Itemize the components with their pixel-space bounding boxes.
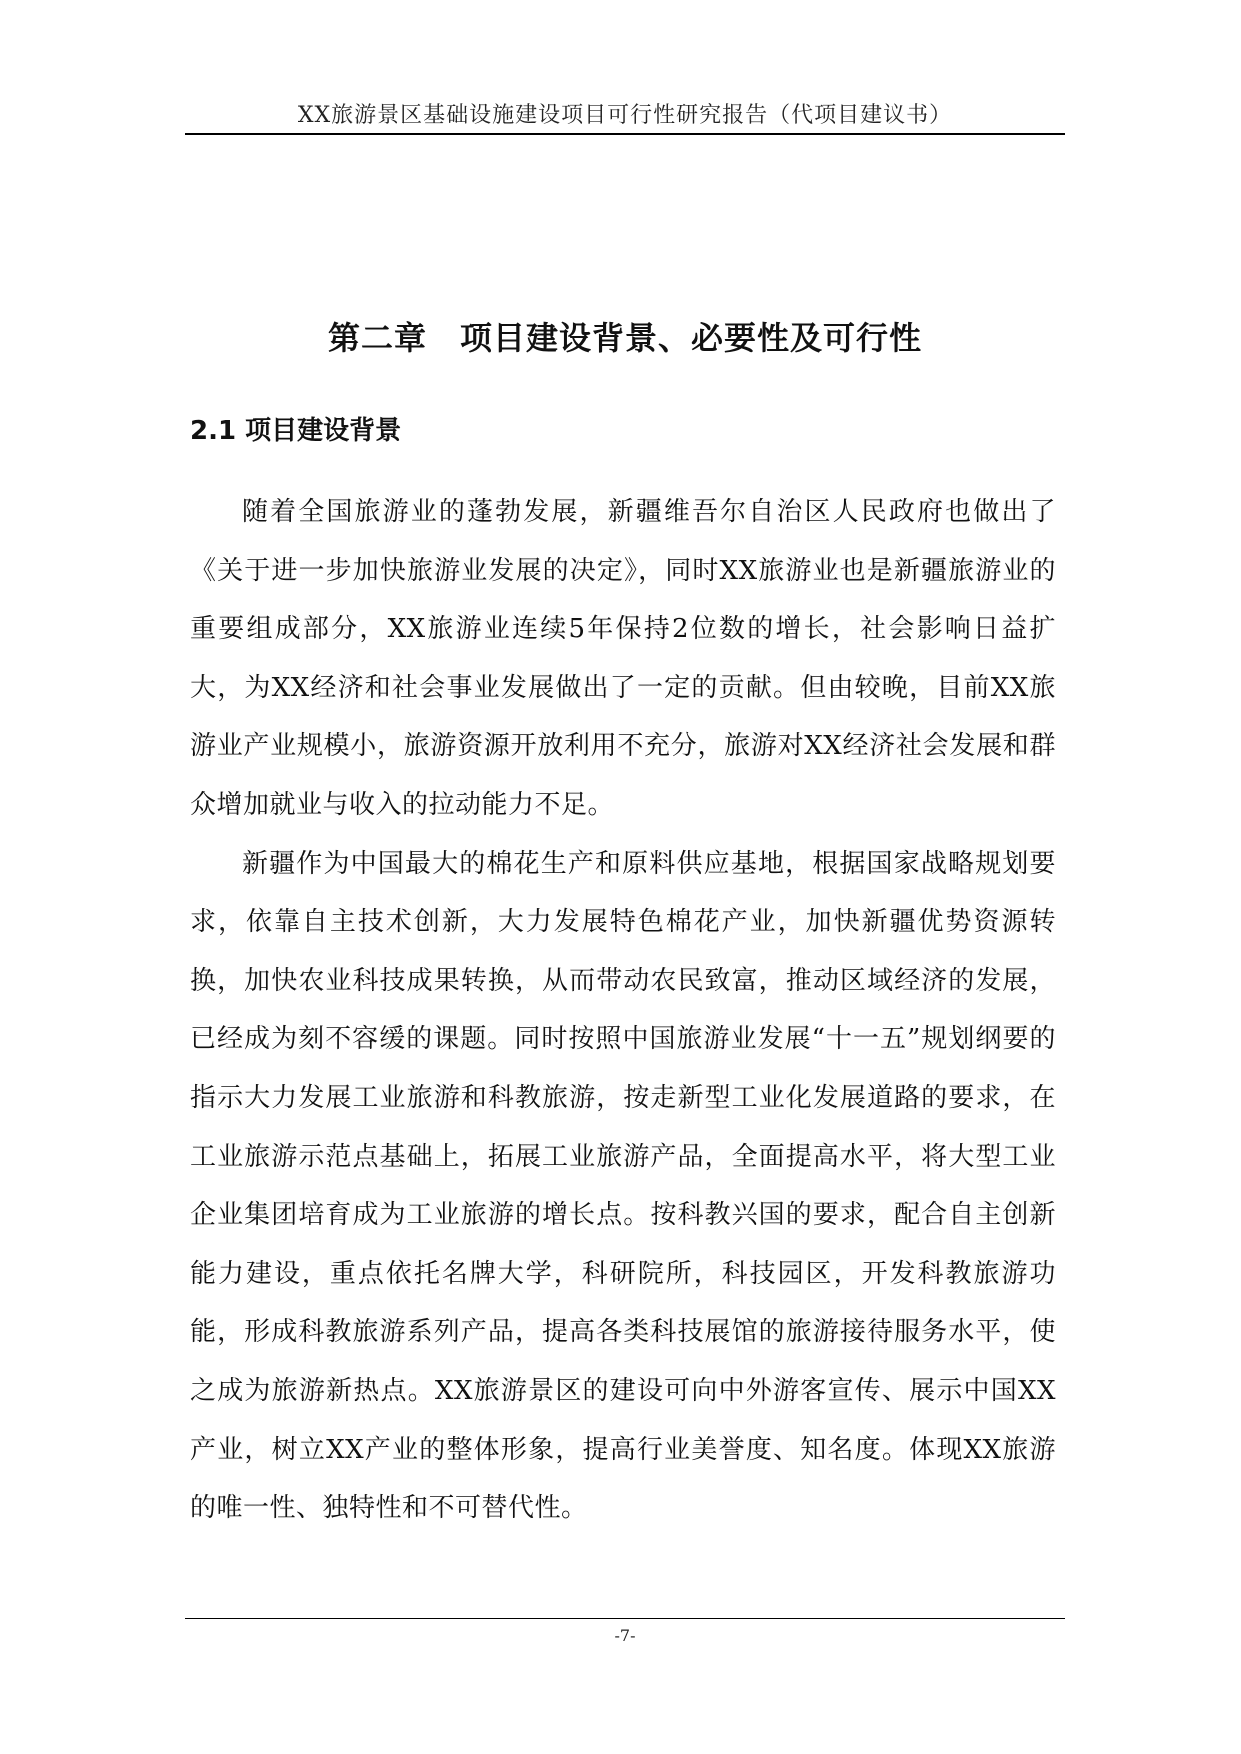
section-heading: 2.1 项目建设背景 xyxy=(190,416,402,446)
chapter-title: 第二章 项目建设背景、必要性及可行性 xyxy=(327,319,922,357)
paragraph: 新疆作为中国最大的棉花生产和原料供应基地，根据国家战略规划要求，依靠自主技术创新，大力发展特色棉花产业，加快新疆优势资源转换，加快农业科技成果转换，从而带动农民致富，推动区域经济的发展，已经成为刻不容缓的课题。同时按照中国旅游业发展“十一五”规划纲要的指示大力发展工业旅游和科教旅游，按走新型工业化发展道路的要求，在工业旅游示范点基础上，拓展工业旅游产品，全面提高水平，将大型工业企业集团培育成为工业旅游的增长点。按科教兴国的要求，配合自主创新能力建设，重点依托名牌大学，科研院所，科技园区，开发科教旅游功能，形成科教旅游系列产品，提高各类科技展馆的旅游接待服务水平，使之成为旅游新热点。XX旅游景区的建设可向中外游客宣传、展示中国XX产业，树立XX产业的整体形象，提高行业美誉度、知名度。体现XX旅游的唯一性、独特性和不可替代性。 xyxy=(190,848,1056,1524)
footer-divider xyxy=(185,1618,1065,1619)
body-text xyxy=(190,483,1056,1538)
header-divider xyxy=(185,133,1065,135)
paragraph: 随着全国旅游业的蓬勃发展，新疆维吾尔自治区人民政府也做出了《关于进一步加快旅游业发展的决定》，同时XX旅游业也是新疆旅游业的重要组成部分，XX旅游业连续5年保持2位数的增长，社会影响日益扩大，为XX经济和社会事业发展做出了一定的贡献。但由较晚，目前XX旅游业产业规模小，旅游资源开放利用不充分，旅游对XX经济社会发展和群众增加就业与收入的拉动能力不足。 xyxy=(190,497,1056,820)
running-header: XX旅游景区基础设施建设项目可行性研究报告（代项目建议书） xyxy=(297,103,953,128)
page-number: -7- xyxy=(614,1626,636,1645)
